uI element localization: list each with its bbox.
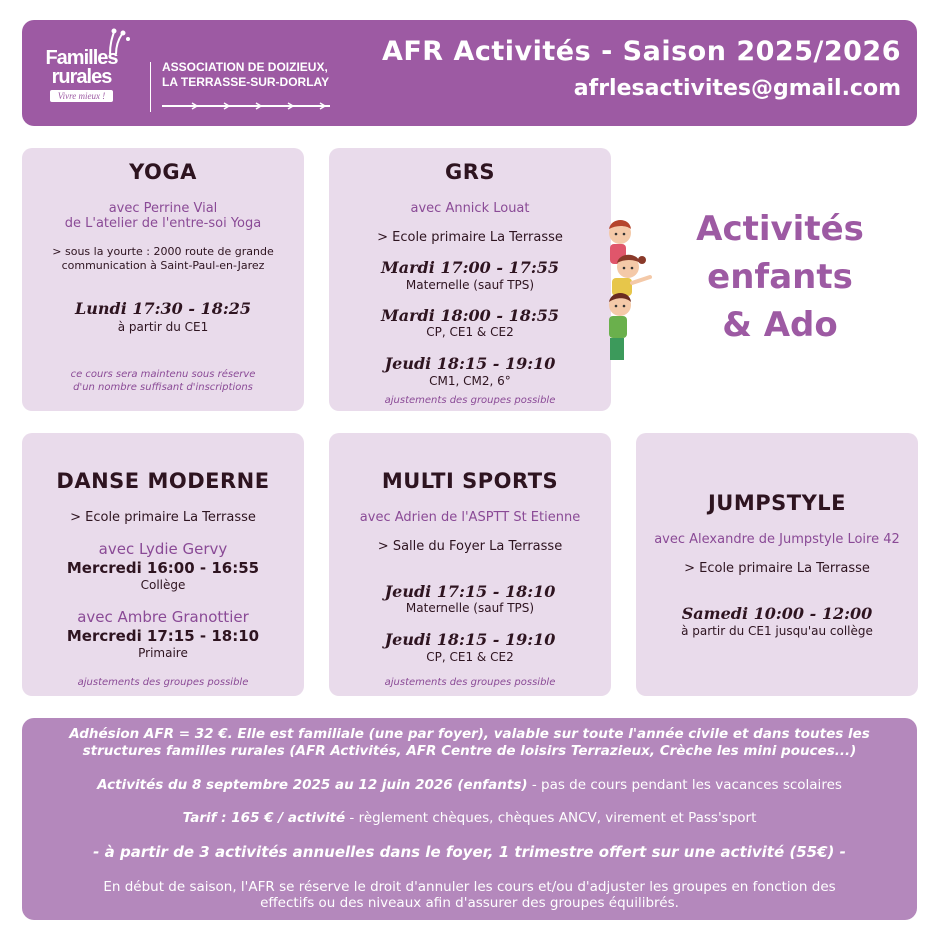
grs-place: > Ecole primaire La Terrasse [377, 230, 563, 245]
grs-note: ajustements des groupes possible [384, 395, 556, 406]
danse-slot-1: Mercredi 16:00 - 16:55 [66, 559, 260, 577]
multisports-slot-1: Jeudi 17:15 - 18:10 [384, 582, 556, 601]
kids-line3: & Ado [722, 305, 838, 345]
tarif-bold: Tarif : 165 € / activité [182, 810, 346, 826]
yoga-card [22, 148, 304, 411]
grs-title: GRS [444, 160, 496, 184]
yoga-note-line1: ce cours sera maintenu sous réserve [70, 369, 256, 380]
jumpstyle-teacher: avec Alexandre de Jumpstyle Loire 42 [654, 532, 900, 547]
adhesion-line2: structures familles rurales (AFR Activités, AFR Centre de loisirs Terrazieux, Crèche les mini pouces...) [82, 743, 857, 759]
multisports-slot-2: Jeudi 18:15 - 19:10 [384, 630, 556, 649]
logo-line1: Familles [45, 47, 118, 69]
grs-level-3: CM1, CM2, 6° [429, 374, 511, 388]
tarif-rest: - règlement chèques, chèques ANCV, virement et Pass'sport [345, 810, 757, 826]
association-line1: ASSOCIATION DE DOIZIEUX, [162, 60, 328, 74]
yoga-title: YOGA [129, 160, 197, 184]
yoga-teacher-line2: de L'atelier de l'entre-soi Yoga [64, 216, 262, 231]
jumpstyle-slot: Samedi 10:00 - 12:00 [681, 604, 873, 623]
header-banner [22, 20, 917, 126]
logo-tagline: Vivre mieux ! [50, 90, 113, 102]
arrows-decoration-icon [162, 102, 332, 110]
multisports-place: > Salle du Foyer La Terrasse [377, 539, 563, 554]
association-name [162, 60, 329, 90]
jumpstyle-card [636, 433, 918, 696]
yoga-place-line2: communication à Saint-Paul-en-Jarez [61, 259, 265, 272]
yoga-note-line2: d'un nombre suffisant d'inscriptions [73, 382, 253, 393]
grs-card [329, 148, 611, 411]
grs-slot-3: Jeudi 18:15 - 19:10 [384, 354, 556, 373]
info-footer [22, 718, 917, 920]
danse-note: ajustements des groupes possible [77, 677, 249, 688]
dates-info [46, 777, 893, 794]
jumpstyle-place: > Ecole primaire La Terrasse [684, 561, 870, 576]
logo-line2: rurales [51, 66, 112, 88]
association-line2: LA TERRASSE-SUR-DORLAY [162, 75, 330, 89]
danse-slot-2: Mercredi 17:15 - 18:10 [66, 627, 260, 645]
tarif-info [46, 810, 893, 827]
notice-line2: effectifs ou des niveaux afin d'assurer des groupes équilibrés. [260, 895, 679, 911]
danse-title: DANSE MODERNE [56, 469, 270, 493]
multisports-title: MULTI SPORTS [381, 469, 559, 493]
yoga-slot: Lundi 17:30 - 18:25 [74, 299, 251, 318]
children-illustration-icon [606, 215, 656, 365]
kids-activities-heading [680, 205, 880, 349]
multisports-note: ajustements des groupes possible [384, 677, 556, 688]
danse-level-1: Collège [140, 578, 186, 592]
yoga-teacher-line1: avec Perrine Vial [108, 201, 218, 216]
multisports-card [329, 433, 611, 696]
notice-line1: En début de saison, l'AFR se réserve le droit d'annuler les cours et/ou d'adjuster les groupes en fonction des [103, 879, 836, 895]
adhesion-line1: Adhésion AFR = 32 €. Elle est familiale (une par foyer), valable sur toute l'année civile et dans toutes les [69, 726, 870, 742]
grs-slot-1: Mardi 17:00 - 17:55 [381, 258, 559, 277]
yoga-level: à partir du CE1 [117, 320, 209, 334]
jumpstyle-title: JUMPSTYLE [707, 491, 847, 515]
grs-teacher: avec Annick Louat [410, 201, 530, 216]
kids-line2: enfants [707, 257, 853, 297]
danse-level-2: Primaire [138, 646, 188, 660]
danse-teacher-2: avec Ambre Granottier [77, 608, 249, 626]
danse-card [22, 433, 304, 696]
offer-info: - à partir de 3 activités annuelles dans le foyer, 1 trimestre offert sur une activité (55€) - [93, 843, 846, 861]
dates-bold: Activités du 8 septembre 2025 au 12 juin 2026 (enfants) [97, 777, 528, 793]
grs-level-1: Maternelle (sauf TPS) [405, 278, 535, 292]
contact-email[interactable]: afrlesactivites@gmail.com [573, 76, 901, 101]
multisports-teacher: avec Adrien de l'ASPTT St Etienne [359, 510, 581, 525]
multisports-level-2: CP, CE1 & CE2 [426, 650, 514, 664]
grs-slot-2: Mardi 18:00 - 18:55 [381, 306, 559, 325]
logo-divider [150, 62, 151, 112]
kids-line1: Activités [696, 209, 864, 249]
multisports-level-1: Maternelle (sauf TPS) [405, 601, 535, 615]
danse-place: > Ecole primaire La Terrasse [70, 510, 256, 525]
grs-level-2: CP, CE1 & CE2 [426, 325, 514, 339]
page-title: AFR Activités - Saison 2025/2026 [381, 36, 901, 67]
danse-teacher-1: avec Lydie Gervy [98, 540, 228, 558]
dates-rest: - pas de cours pendant les vacances scolaires [527, 777, 842, 793]
logo-sprig-icon [102, 28, 132, 54]
jumpstyle-level: à partir du CE1 jusqu'au collège [681, 624, 873, 638]
yoga-place-line1: > sous la yourte : 2000 route de grande [52, 245, 274, 258]
familles-rurales-logo [34, 48, 129, 104]
